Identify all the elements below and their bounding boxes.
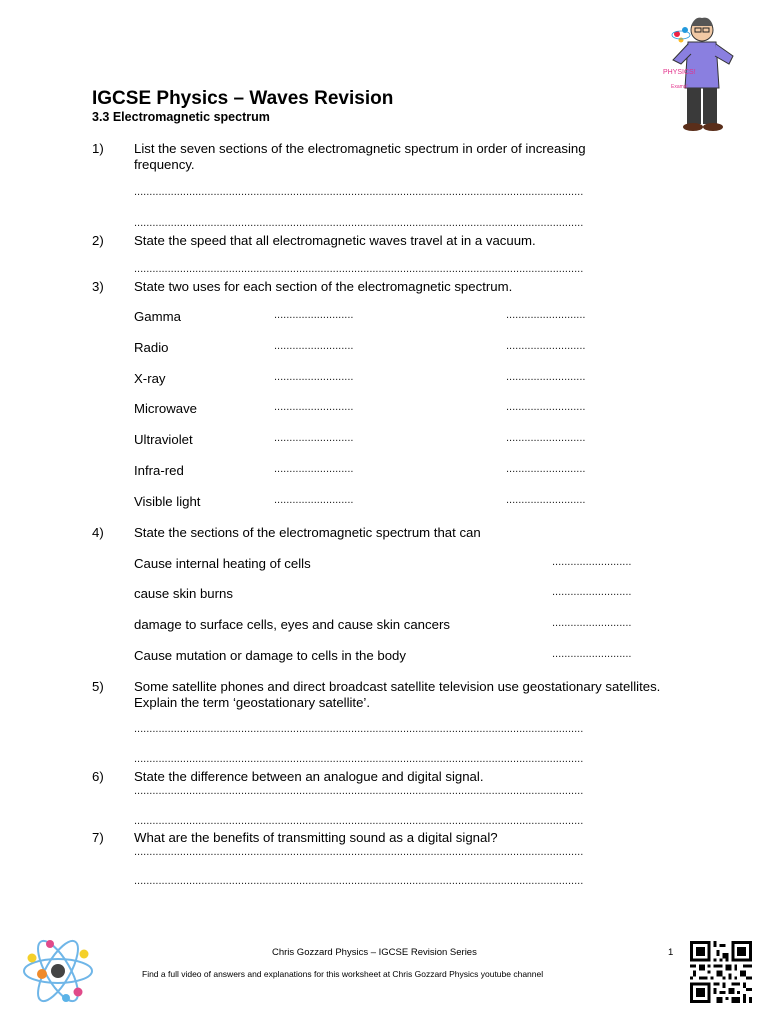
question-3-text: State two uses for each section of the electromagnetic spectrum.: [134, 279, 513, 294]
question-4-text: State the sections of the electromagnetic spectrum that can: [134, 525, 481, 540]
answer-line[interactable]: ...................................................................................................................................................: [134, 785, 584, 797]
answer-blank[interactable]: ..........................: [506, 309, 586, 321]
question-6-number: 6): [92, 769, 104, 784]
uses-item-ultraviolet: Ultraviolet: [134, 432, 193, 447]
answer-blank[interactable]: ..........................: [552, 556, 632, 568]
effects-item: cause skin burns: [134, 586, 233, 601]
question-5-text: Some satellite phones and direct broadcast satellite television use geostationary satellites. Explain the term ‘geostationary satellite’.: [134, 679, 661, 710]
uses-item-microwave: Microwave: [134, 401, 198, 416]
answer-blank[interactable]: ..........................: [552, 586, 632, 598]
footer-note: Find a full video of answers and explanations for this worksheet at Chris Gozzard Physics youtube channel: [142, 969, 544, 979]
answer-line[interactable]: ...................................................................................................................................................: [134, 263, 584, 275]
physics-teacher-mascot-icon: [655, 10, 750, 135]
question-6-text: State the difference between an analogue and digital signal.: [134, 769, 484, 784]
mascot-sign: PHYSICS!: [663, 69, 696, 76]
qr-code-icon[interactable]: [690, 941, 752, 1003]
answer-blank[interactable]: ..........................: [506, 401, 586, 413]
page-number: 1: [668, 947, 674, 958]
answer-blank[interactable]: ..........................: [274, 401, 354, 413]
answer-blank[interactable]: ..........................: [552, 617, 632, 629]
answer-blank[interactable]: ..........................: [274, 432, 354, 444]
uses-item-radio: Radio: [134, 340, 169, 355]
answer-blank[interactable]: ..........................: [506, 432, 586, 444]
answer-blank[interactable]: ..........................: [274, 340, 354, 352]
answer-line[interactable]: ...................................................................................................................................................: [134, 723, 584, 735]
question-7-number: 7): [92, 830, 104, 845]
answer-blank[interactable]: ..........................: [274, 309, 354, 321]
page-subtitle: 3.3 Electromagnetic spectrum: [92, 110, 270, 124]
answer-blank[interactable]: ..........................: [506, 371, 586, 383]
uses-item-x-ray: X-ray: [134, 371, 166, 386]
mascot-caption: Exams!: [671, 84, 688, 90]
answer-line[interactable]: ...................................................................................................................................................: [134, 753, 584, 765]
question-2-number: 2): [92, 233, 104, 248]
question-7-text: What are the benefits of transmitting sound as a digital signal?: [134, 830, 498, 845]
answer-line[interactable]: ...................................................................................................................................................: [134, 875, 584, 887]
answer-blank[interactable]: ..........................: [274, 494, 354, 506]
page-title: IGCSE Physics – Waves Revision: [92, 88, 394, 109]
answer-blank[interactable]: ..........................: [274, 371, 354, 383]
question-1-number: 1): [92, 141, 104, 156]
effects-item: Cause internal heating of cells: [134, 556, 311, 571]
answer-blank[interactable]: ..........................: [506, 340, 586, 352]
answer-blank[interactable]: ..........................: [552, 648, 632, 660]
answer-line[interactable]: ...................................................................................................................................................: [134, 186, 584, 198]
question-5-number: 5): [92, 679, 104, 694]
uses-item-visible-light: Visible light: [134, 494, 201, 509]
question-2-text: State the speed that all electromagnetic waves travel at in a vacuum.: [134, 233, 536, 248]
atom-logo-icon: [20, 938, 96, 1004]
uses-item-gamma: Gamma: [134, 309, 181, 324]
uses-item-infra-red: Infra-red: [134, 463, 184, 478]
answer-line[interactable]: ...................................................................................................................................................: [134, 846, 584, 858]
effects-item: damage to surface cells, eyes and cause skin cancers: [134, 617, 450, 632]
question-4-number: 4): [92, 525, 104, 540]
answer-blank[interactable]: ..........................: [506, 463, 586, 475]
question-1-text: List the seven sections of the electromagnetic spectrum in order of increasing frequency.: [134, 141, 586, 172]
answer-line[interactable]: ...................................................................................................................................................: [134, 815, 584, 827]
footer-series: Chris Gozzard Physics – IGCSE Revision Series: [272, 947, 477, 958]
answer-line[interactable]: ...................................................................................................................................................: [134, 217, 584, 229]
answer-blank[interactable]: ..........................: [274, 463, 354, 475]
question-3-number: 3): [92, 279, 104, 294]
answer-blank[interactable]: ..........................: [506, 494, 586, 506]
effects-item: Cause mutation or damage to cells in the body: [134, 648, 406, 663]
